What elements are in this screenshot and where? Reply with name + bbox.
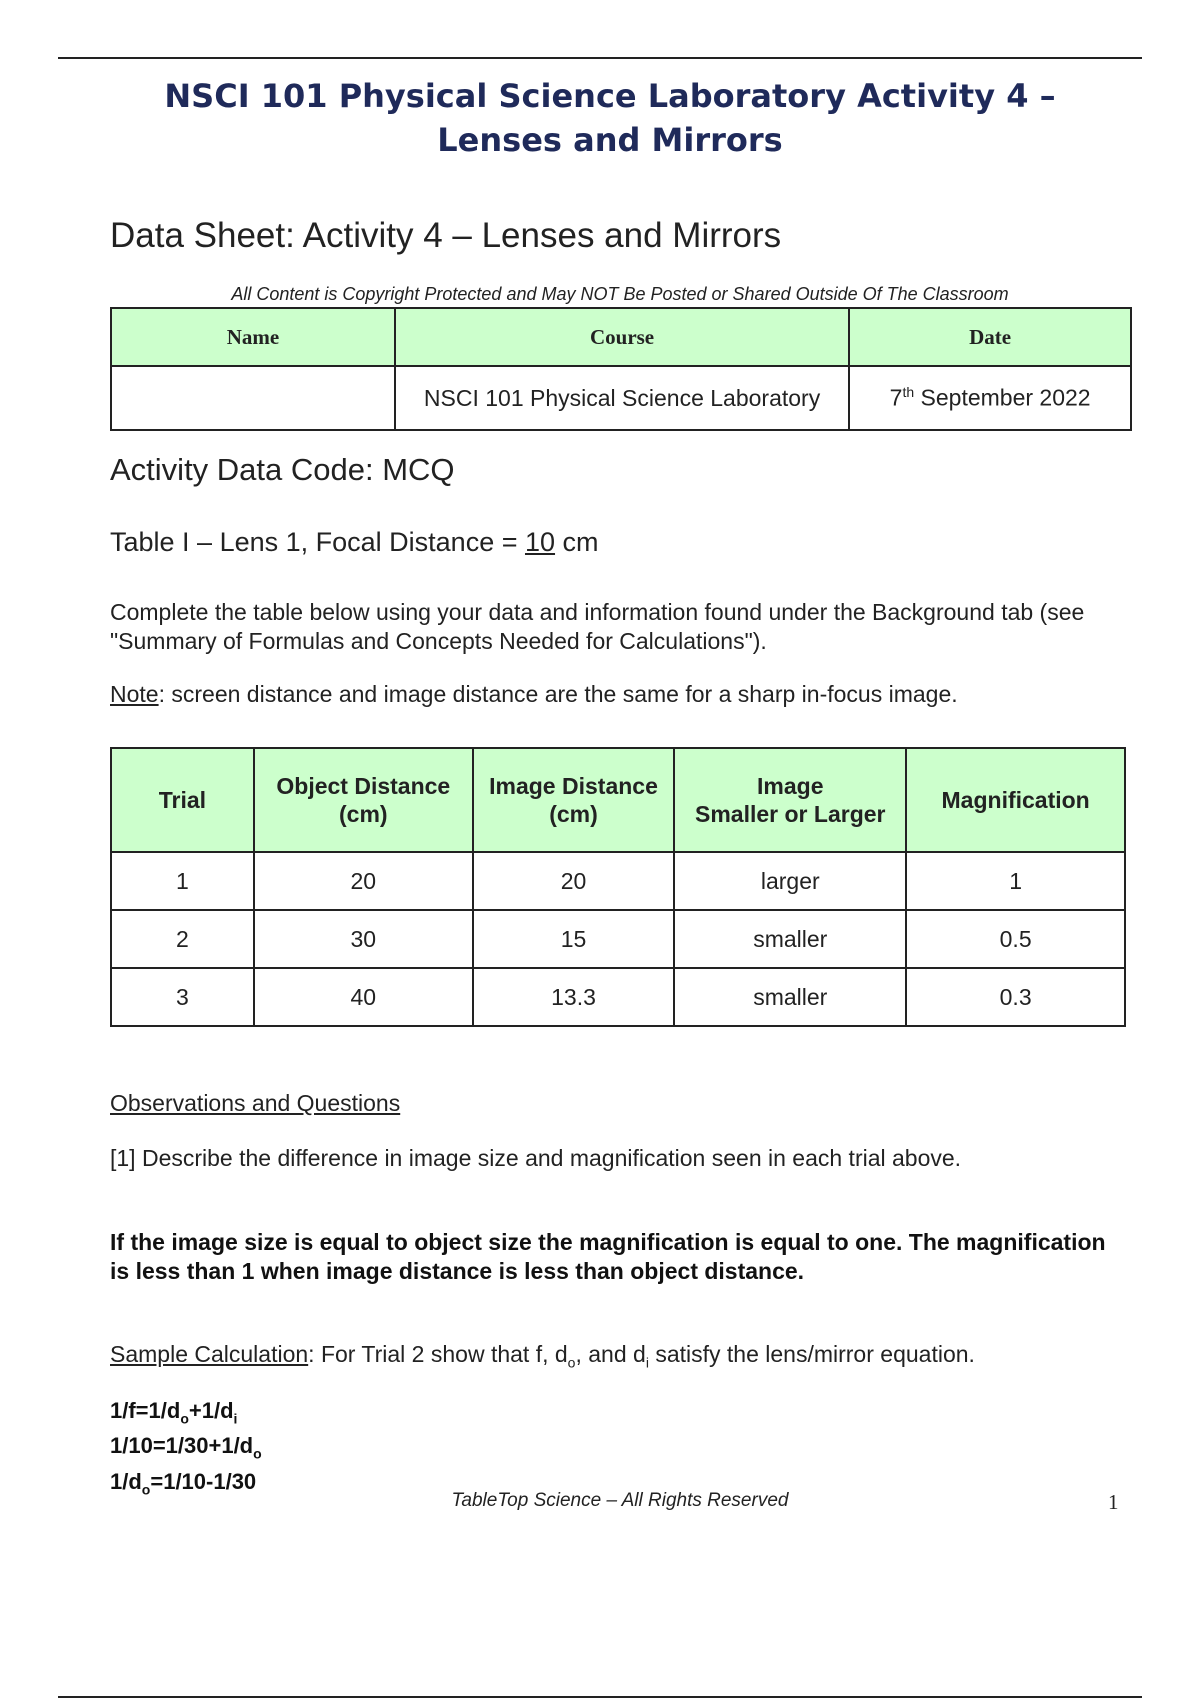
image-size-cell: larger [674,852,906,910]
sample-text-c: satisfy the lens/mirror equation. [648,1341,975,1367]
page-title: NSCI 101 Physical Science Laboratory Activity 4 – Lenses and Mirrors [164,77,1056,159]
data-table-header-row [111,748,1125,852]
calc-subscript: o [141,1481,151,1498]
info-table [110,307,1132,431]
image-size-cell: smaller [674,910,906,968]
observations-heading: Observations and Questions [110,1090,401,1116]
activity-data-code: Activity Data Code: MCQ [110,452,455,487]
table-row [111,968,1125,1026]
object-distance-cell: 20 [254,852,473,910]
calc-subscript: o [253,1445,262,1462]
object-distance-header-line2: (cm) [339,801,388,827]
note-text: : screen distance and image distance are the same for a sharp in-focus image. [158,681,958,707]
calc-part: +1/d [188,1398,234,1423]
image-distance-cell: 15 [473,910,675,968]
sheet-heading: Data Sheet: Activity 4 – Lenses and Mirrors [110,216,782,255]
magnification-cell: 0.5 [906,910,1125,968]
course-value: NSCI 101 Physical Science Laboratory [395,366,849,430]
note-label: Note [110,681,159,707]
date-suffix: th [902,384,915,401]
calc-subscript: i [233,1410,238,1427]
bottom-rule [58,1696,1142,1698]
sample-calculation-label: Sample Calculation [110,1341,309,1367]
trial-header: Trial [111,748,254,852]
calc-part: 1/10=1/30+1/d [110,1433,254,1459]
object-distance-cell: 30 [254,910,473,968]
magnification-cell: 1 [906,852,1125,910]
image-distance-header [473,748,675,852]
calculation-line [110,1432,262,1467]
table-row [111,852,1125,910]
date-rest: September 2022 [914,384,1091,411]
sample-text-a: : For Trial 2 show that f, d [308,1341,568,1367]
image-size-cell: smaller [674,968,906,1026]
answer-1: If the image size is equal to object size the magnification is equal to one. The magnification is less than 1 when image distance is less than object distance. [110,1229,1106,1284]
calc-subscript: o [180,1410,189,1427]
top-rule [58,57,1142,59]
image-size-header-line1: Image [757,773,824,799]
info-table-header-row [111,308,1131,366]
trial-cell: 1 [111,852,254,910]
table-caption-suffix: cm [555,527,599,557]
object-distance-header-line1: Object Distance [276,773,451,799]
lens-data-table [110,747,1126,1027]
image-distance-header-line2: (cm) [549,801,598,827]
calculation-line [110,1468,262,1503]
object-distance-header [254,748,473,852]
copyright-notice: All Content is Copyright Protected and May NOT Be Posted or Shared Outside Of The Classroom [231,284,1009,304]
date-header: Date [849,308,1131,366]
calculation-line [110,1397,262,1432]
image-size-header-line2: Smaller or Larger [695,801,886,827]
object-distance-cell: 40 [254,968,473,1026]
sample-sub-o: o [567,1354,576,1371]
question-1: [1] Describe the difference in image size and magnification seen in each trial above. [110,1145,962,1171]
magnification-header: Magnification [906,748,1125,852]
calc-part: 1/f=1/d [110,1398,181,1423]
image-distance-cell: 20 [473,852,675,910]
image-size-header [674,748,906,852]
info-table-value-row [111,366,1131,430]
date-day: 7 [889,384,903,411]
focal-distance-value: 10 [524,527,556,557]
date-value [849,366,1131,430]
table-row [111,910,1125,968]
instructions: Complete the table below using your data and information found under the Background tab (see "Summary of Formulas and Concepts Needed for Calculations"). [110,599,1085,654]
course-header: Course [395,308,849,366]
trial-cell: 2 [111,910,254,968]
calc-part: =1/10-1/30 [150,1468,257,1494]
table-caption-prefix: Table I – Lens 1, Focal Distance = [110,527,525,557]
name-value [111,366,395,430]
page-number: 1 [1108,1490,1119,1514]
sample-calculation [110,1341,1110,1371]
sample-text-b: , and d [575,1341,646,1367]
image-distance-cell: 13.3 [473,968,675,1026]
trial-cell: 3 [111,968,254,1026]
note [110,681,1110,708]
footer-text: TableTop Science – All Rights Reserved [451,1490,789,1511]
image-distance-header-line1: Image Distance [489,773,658,799]
magnification-cell: 0.3 [906,968,1125,1026]
table-caption [110,527,599,558]
name-header: Name [111,308,395,366]
calc-part: 1/d [110,1468,142,1494]
calculation-lines [110,1397,262,1503]
sample-sub-i: i [645,1354,649,1371]
